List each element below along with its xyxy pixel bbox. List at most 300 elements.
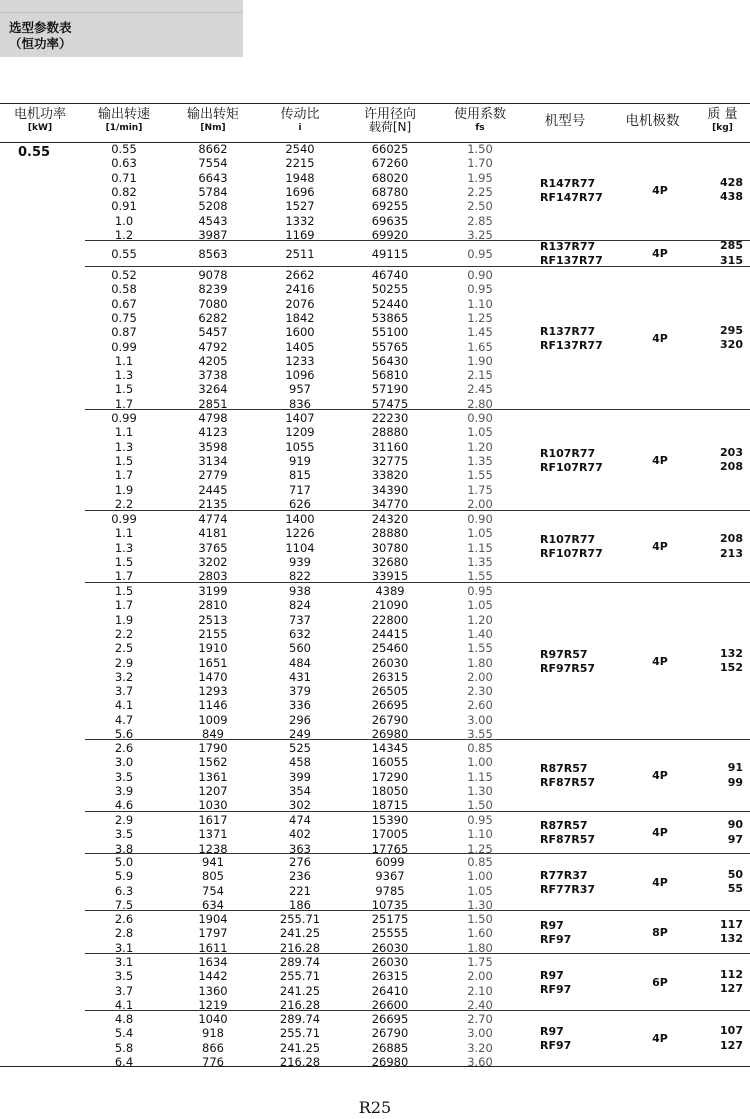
table-row	[85, 627, 750, 641]
model-group	[85, 1010, 750, 1067]
ratio-cell: 1400	[285, 512, 315, 526]
torque-cell: 3199	[198, 584, 228, 598]
service-factor-cell: 2.00	[467, 969, 493, 984]
torque-cell: 4792	[198, 339, 228, 354]
ratio-cell: 474	[289, 813, 311, 827]
speed-cell: 0.99	[111, 339, 137, 354]
mass-value: 107 127	[720, 1024, 743, 1052]
radial-load-cell: 25555	[371, 926, 409, 941]
service-factor-cell: 0.85	[467, 741, 493, 755]
table-row	[85, 955, 750, 969]
radial-load-cell: 26315	[371, 969, 409, 984]
table-row	[85, 698, 750, 712]
speed-cell: 3.1	[114, 940, 134, 955]
title-divider	[0, 12, 243, 13]
torque-cell: 849	[202, 727, 224, 741]
service-factor-cell: 1.60	[467, 926, 493, 941]
table-row	[85, 268, 750, 282]
radial-load-cell: 26885	[371, 1040, 409, 1055]
model-number: R77R37 RF77R37	[540, 868, 596, 896]
service-factor-cell: 3.55	[467, 727, 493, 741]
service-factor-cell: 3.60	[467, 1054, 493, 1069]
model-group	[85, 266, 750, 410]
speed-cell: 3.5	[114, 827, 134, 842]
speed-cell: 1.3	[114, 368, 134, 383]
radial-load-cell: 53865	[371, 310, 409, 325]
radial-load-cell: 33915	[371, 569, 409, 584]
table-row	[85, 526, 750, 540]
service-factor-cell: 1.00	[467, 869, 493, 884]
torque-cell: 1797	[198, 926, 228, 941]
torque-cell: 1146	[198, 698, 228, 713]
radial-load-cell: 4389	[375, 584, 405, 598]
torque-cell: 1634	[198, 955, 228, 969]
speed-cell: 2.6	[114, 741, 134, 755]
service-factor-cell: 1.50	[467, 142, 493, 156]
table-row	[85, 297, 750, 311]
ratio-cell: 431	[289, 669, 311, 684]
motor-poles: 4P	[652, 654, 668, 668]
radial-load-cell: 67260	[371, 156, 409, 171]
motor-poles: 4P	[652, 826, 668, 839]
ratio-cell: 216.28	[279, 1054, 321, 1069]
service-factor-cell: 1.15	[467, 540, 493, 555]
ratio-cell: 939	[289, 554, 311, 569]
speed-cell: 3.0	[114, 755, 134, 770]
service-factor-cell: 1.35	[467, 453, 493, 468]
radial-load-cell: 17290	[371, 769, 409, 784]
speed-cell: 5.0	[114, 855, 134, 869]
service-factor-cell: 0.85	[467, 855, 493, 869]
service-factor-cell: 1.35	[467, 554, 493, 569]
radial-load-cell: 17005	[371, 827, 409, 842]
radial-load-cell: 56430	[371, 353, 409, 368]
table-row	[85, 368, 750, 382]
model-number: R97R57 RF97R57	[540, 647, 596, 675]
service-factor-cell: 1.65	[467, 339, 493, 354]
torque-cell: 1470	[198, 669, 228, 684]
ratio-cell: 1055	[285, 439, 315, 454]
torque-cell: 1360	[198, 983, 228, 998]
ratio-cell: 2511	[285, 246, 315, 261]
ratio-cell: 919	[289, 453, 311, 468]
speed-cell: 1.3	[114, 439, 134, 454]
table-row	[85, 411, 750, 425]
radial-load-cell: 26600	[371, 997, 409, 1012]
torque-cell: 2803	[198, 569, 228, 584]
torque-cell: 1238	[198, 841, 228, 856]
radial-load-cell: 56810	[371, 368, 409, 383]
torque-cell: 3598	[198, 439, 228, 454]
torque-cell: 4798	[198, 411, 228, 425]
torque-cell: 866	[202, 1040, 224, 1055]
torque-cell: 1910	[198, 641, 228, 656]
torque-cell: 1562	[198, 755, 228, 770]
table-row	[85, 1012, 750, 1026]
radial-load-cell: 28880	[371, 526, 409, 541]
header-torque: 输出转矩 [Nm]	[186, 107, 239, 133]
speed-cell: 0.52	[111, 268, 137, 282]
service-factor-cell: 2.85	[467, 213, 493, 228]
table-row	[85, 440, 750, 454]
model-group	[85, 953, 750, 1011]
service-factor-cell: 1.55	[467, 569, 493, 584]
ratio-cell: 1407	[285, 411, 315, 425]
speed-cell: 1.7	[114, 396, 134, 411]
radial-load-cell: 22800	[371, 612, 409, 627]
service-factor-cell: 0.95	[467, 246, 493, 261]
ratio-cell: 1527	[285, 199, 315, 214]
table-row	[85, 755, 750, 769]
ratio-cell: 1104	[285, 540, 315, 555]
table-row	[85, 199, 750, 213]
speed-cell: 4.6	[114, 798, 134, 813]
motor-poles: 4P	[652, 183, 668, 197]
torque-cell: 2851	[198, 396, 228, 411]
ratio-cell: 938	[289, 584, 311, 598]
ratio-cell: 1169	[285, 227, 315, 242]
speed-cell: 4.7	[114, 712, 134, 727]
table-row	[85, 282, 750, 296]
speed-cell: 5.6	[114, 727, 134, 741]
torque-cell: 4774	[198, 512, 228, 526]
radial-load-cell: 26410	[371, 983, 409, 998]
radial-load-cell: 24320	[371, 512, 409, 526]
ratio-cell: 1696	[285, 184, 315, 199]
torque-cell: 1361	[198, 769, 228, 784]
radial-load-cell: 31160	[371, 439, 409, 454]
speed-cell: 1.5	[114, 382, 134, 397]
service-factor-cell: 0.95	[467, 282, 493, 297]
speed-cell: 0.99	[111, 512, 137, 526]
table-row	[85, 171, 750, 185]
table-row	[85, 483, 750, 497]
ratio-cell: 560	[289, 641, 311, 656]
service-factor-cell: 0.95	[467, 813, 493, 827]
speed-cell: 3.7	[114, 983, 134, 998]
ratio-cell: 1233	[285, 353, 315, 368]
radial-load-cell: 34770	[371, 496, 409, 511]
radial-load-cell: 26030	[371, 940, 409, 955]
speed-cell: 0.82	[111, 184, 137, 199]
ratio-cell: 336	[289, 698, 311, 713]
motor-poles: 4P	[652, 331, 668, 345]
ratio-cell: 1948	[285, 170, 315, 185]
torque-cell: 8239	[198, 282, 228, 297]
radial-load-cell: 32775	[371, 453, 409, 468]
torque-cell: 7080	[198, 296, 228, 311]
mass-value: 117 132	[720, 917, 743, 945]
speed-cell: 2.6	[114, 912, 134, 926]
service-factor-cell: 0.90	[467, 512, 493, 526]
mass-value: 295 320	[720, 323, 743, 351]
mass-value: 91 99	[727, 761, 743, 789]
radial-load-cell: 26695	[371, 698, 409, 713]
ratio-cell: 289.74	[279, 955, 321, 969]
torque-cell: 9078	[198, 268, 228, 282]
header-model: 机型号	[544, 113, 586, 129]
radial-load-cell: 9367	[375, 869, 405, 884]
ratio-cell: 957	[289, 382, 311, 397]
service-factor-cell: 2.60	[467, 698, 493, 713]
mass-value: 50 55	[727, 867, 743, 895]
speed-cell: 3.8	[114, 841, 134, 856]
ratio-cell: 363	[289, 841, 311, 856]
model-number: R147R77 RF147R77	[540, 176, 603, 204]
motor-poles: 8P	[652, 925, 668, 939]
torque-cell: 4181	[198, 526, 228, 541]
torque-cell: 6282	[198, 310, 228, 325]
radial-load-cell: 25460	[371, 641, 409, 656]
model-number: R137R77 RF137R77	[540, 240, 603, 267]
radial-load-cell: 16055	[371, 755, 409, 770]
table-row	[85, 468, 750, 482]
service-factor-cell: 1.55	[467, 468, 493, 483]
service-factor-cell: 1.05	[467, 526, 493, 541]
table-row	[85, 584, 750, 598]
ratio-cell: 379	[289, 684, 311, 699]
speed-cell: 6.4	[114, 1054, 134, 1069]
header-service-factor: 使用系数 fs	[453, 107, 506, 133]
torque-cell: 1207	[198, 783, 228, 798]
speed-cell: 7.5	[114, 897, 134, 912]
radial-load-cell: 26980	[371, 1054, 409, 1069]
service-factor-cell: 2.45	[467, 382, 493, 397]
service-factor-cell: 1.20	[467, 612, 493, 627]
speed-cell: 3.5	[114, 969, 134, 984]
service-factor-cell: 1.30	[467, 783, 493, 798]
radial-load-cell: 34390	[371, 482, 409, 497]
ratio-cell: 296	[289, 712, 311, 727]
ratio-cell: 484	[289, 655, 311, 670]
service-factor-cell: 1.50	[467, 798, 493, 813]
speed-cell: 3.7	[114, 684, 134, 699]
ratio-cell: 399	[289, 769, 311, 784]
radial-load-cell: 30780	[371, 540, 409, 555]
speed-cell: 1.5	[114, 453, 134, 468]
motor-poles: 6P	[652, 975, 668, 989]
table-row	[85, 156, 750, 170]
speed-cell: 6.3	[114, 883, 134, 898]
model-number: R97 RF97	[540, 968, 572, 996]
table-row	[85, 311, 750, 325]
torque-cell: 8563	[198, 246, 228, 261]
ratio-cell: 255.71	[279, 1026, 321, 1041]
table-row	[85, 741, 750, 755]
table-row	[85, 598, 750, 612]
ratio-cell: 1600	[285, 325, 315, 340]
torque-cell: 7554	[198, 156, 228, 171]
speed-cell: 0.87	[111, 325, 137, 340]
ratio-cell: 186	[289, 897, 311, 912]
service-factor-cell: 2.00	[467, 496, 493, 511]
ratio-cell: 626	[289, 496, 311, 511]
radial-load-cell: 57190	[371, 382, 409, 397]
model-group	[85, 582, 750, 740]
speed-cell: 0.55	[111, 246, 137, 261]
torque-cell: 1040	[198, 1012, 228, 1026]
torque-cell: 5784	[198, 184, 228, 199]
torque-cell: 2810	[198, 598, 228, 613]
model-number: R97 RF97	[540, 918, 572, 946]
service-factor-cell: 1.75	[467, 482, 493, 497]
speed-cell: 1.7	[114, 598, 134, 613]
ratio-cell: 1405	[285, 339, 315, 354]
header-speed: 输出转速 [1/min]	[97, 107, 150, 133]
ratio-cell: 1842	[285, 310, 315, 325]
speed-cell: 0.99	[111, 411, 137, 425]
speed-cell: 1.9	[114, 482, 134, 497]
page-title	[9, 20, 72, 52]
radial-load-cell: 26505	[371, 684, 409, 699]
service-factor-cell: 1.20	[467, 439, 493, 454]
speed-cell: 5.4	[114, 1026, 134, 1041]
ratio-cell: 632	[289, 626, 311, 641]
table-row	[85, 425, 750, 439]
speed-cell: 3.5	[114, 769, 134, 784]
service-factor-cell: 1.10	[467, 827, 493, 842]
service-factor-cell: 1.95	[467, 170, 493, 185]
torque-cell: 6643	[198, 170, 228, 185]
ratio-cell: 216.28	[279, 940, 321, 955]
speed-cell: 3.1	[114, 955, 134, 969]
radial-load-cell: 55765	[371, 339, 409, 354]
radial-load-cell: 9785	[375, 883, 405, 898]
model-group	[85, 910, 750, 954]
ratio-cell: 255.71	[279, 969, 321, 984]
radial-load-cell: 25175	[371, 912, 409, 926]
speed-cell: 0.63	[111, 156, 137, 171]
torque-cell: 3264	[198, 382, 228, 397]
torque-cell: 2135	[198, 496, 228, 511]
title-box	[0, 0, 243, 57]
torque-cell: 634	[202, 897, 224, 912]
ratio-cell: 458	[289, 755, 311, 770]
radial-load-cell: 52440	[371, 296, 409, 311]
torque-cell: 1611	[198, 940, 228, 955]
speed-cell: 3.9	[114, 783, 134, 798]
mass-value: 208 213	[720, 532, 743, 560]
torque-cell: 3738	[198, 368, 228, 383]
header-ratio: 传动比 i	[280, 107, 320, 133]
service-factor-cell: 1.75	[467, 955, 493, 969]
service-factor-cell: 1.05	[467, 598, 493, 613]
ratio-cell: 1096	[285, 368, 315, 383]
radial-load-cell: 28880	[371, 425, 409, 440]
motor-poles: 4P	[652, 1032, 668, 1045]
table-row	[85, 142, 750, 156]
mass-value: 90 97	[727, 818, 743, 846]
ratio-cell: 2540	[285, 142, 315, 156]
speed-cell: 0.91	[111, 199, 137, 214]
torque-cell: 4543	[198, 213, 228, 228]
speed-cell: 1.7	[114, 569, 134, 584]
mass-value: 132 152	[720, 646, 743, 674]
title-line-1: 选型参数表	[9, 20, 72, 35]
model-group	[85, 811, 750, 854]
speed-cell: 2.9	[114, 813, 134, 827]
speed-cell: 2.8	[114, 926, 134, 941]
speed-cell: 1.0	[114, 213, 134, 228]
service-factor-cell: 0.90	[467, 411, 493, 425]
radial-load-cell: 26980	[371, 727, 409, 741]
torque-cell: 1030	[198, 798, 228, 813]
model-group	[85, 739, 750, 812]
table-row	[85, 512, 750, 526]
ratio-cell: 2215	[285, 156, 315, 171]
radial-load-cell: 49115	[371, 246, 409, 261]
model-group	[85, 853, 750, 911]
mass-value: 428 438	[720, 175, 743, 203]
service-factor-cell: 1.90	[467, 353, 493, 368]
service-factor-cell: 1.45	[467, 325, 493, 340]
speed-cell: 2.5	[114, 641, 134, 656]
header-mass: 质 量 [kg]	[707, 107, 738, 133]
radial-load-cell: 69255	[371, 199, 409, 214]
table-row	[85, 1055, 750, 1069]
ratio-cell: 216.28	[279, 997, 321, 1012]
radial-load-cell: 50255	[371, 282, 409, 297]
ratio-cell: 2076	[285, 296, 315, 311]
torque-cell: 1371	[198, 827, 228, 842]
speed-cell: 0.75	[111, 310, 137, 325]
torque-cell: 918	[202, 1026, 224, 1041]
service-factor-cell: 2.30	[467, 684, 493, 699]
speed-cell: 3.2	[114, 669, 134, 684]
radial-load-cell: 22230	[371, 411, 409, 425]
radial-load-cell: 32680	[371, 554, 409, 569]
service-factor-cell: 1.30	[467, 897, 493, 912]
table-row	[85, 613, 750, 627]
table-row	[85, 214, 750, 228]
torque-cell: 2445	[198, 482, 228, 497]
service-factor-cell: 2.80	[467, 396, 493, 411]
service-factor-cell: 0.90	[467, 268, 493, 282]
page-number: R25	[358, 1098, 392, 1117]
header-radial-load: 许用径向 载荷[N]	[363, 107, 416, 134]
model-group	[85, 240, 750, 267]
torque-cell: 941	[202, 855, 224, 869]
table-row	[85, 684, 750, 698]
torque-cell: 3765	[198, 540, 228, 555]
ratio-cell: 221	[289, 883, 311, 898]
service-factor-cell: 1.70	[467, 156, 493, 171]
speed-cell: 5.8	[114, 1040, 134, 1055]
radial-load-cell: 68780	[371, 184, 409, 199]
speed-cell: 0.67	[111, 296, 137, 311]
speed-cell: 2.2	[114, 626, 134, 641]
service-factor-cell: 1.80	[467, 940, 493, 955]
radial-load-cell: 24415	[371, 626, 409, 641]
service-factor-cell: 2.10	[467, 983, 493, 998]
torque-cell: 8662	[198, 142, 228, 156]
model-number: R137R77 RF137R77	[540, 324, 603, 352]
radial-load-cell: 33820	[371, 468, 409, 483]
table-row	[85, 382, 750, 396]
radial-load-cell: 17765	[371, 841, 409, 856]
radial-load-cell: 18715	[371, 798, 409, 813]
service-factor-cell: 1.50	[467, 912, 493, 926]
radial-load-cell: 57475	[371, 396, 409, 411]
model-number: R97 RF97	[540, 1025, 572, 1052]
service-factor-cell: 1.00	[467, 755, 493, 770]
radial-load-cell: 55100	[371, 325, 409, 340]
ratio-cell: 824	[289, 598, 311, 613]
ratio-cell: 289.74	[279, 1012, 321, 1026]
ratio-cell: 2416	[285, 282, 315, 297]
radial-load-cell: 6099	[375, 855, 405, 869]
ratio-cell: 2662	[285, 268, 315, 282]
